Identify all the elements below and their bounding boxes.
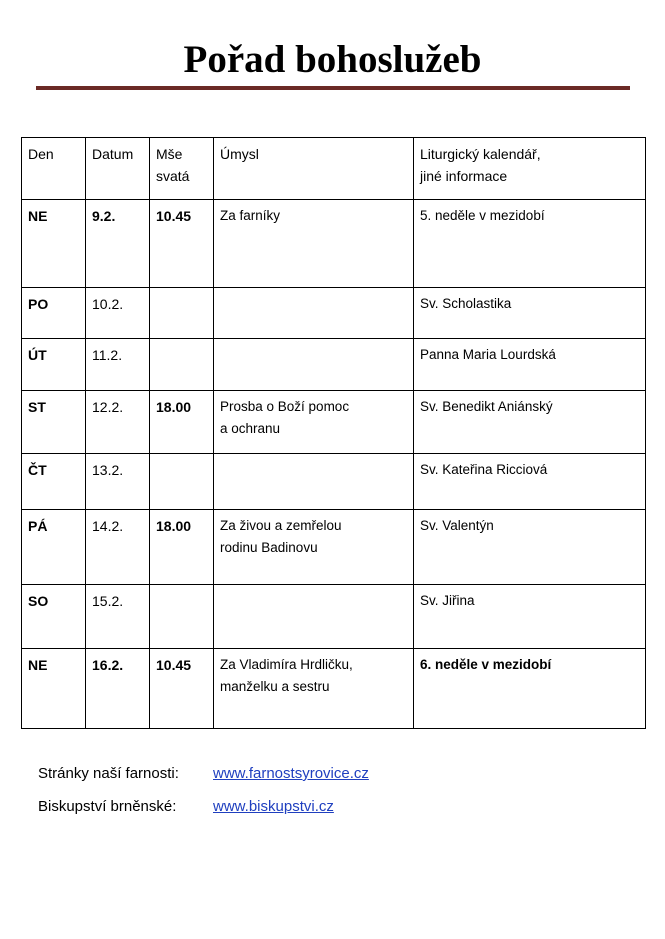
cell-umysl — [214, 585, 414, 649]
cell-kalendar: 6. neděle v mezidobí — [414, 649, 646, 729]
table-row — [22, 288, 646, 339]
cell-den: ST — [22, 391, 86, 454]
umysl-line: manželku a sestru — [220, 679, 330, 694]
cell-umysl — [214, 391, 414, 454]
table-header-row — [22, 138, 646, 200]
table-row — [22, 339, 646, 391]
link-label: Stránky naší farnosti: — [38, 765, 179, 782]
cell-umysl — [214, 288, 414, 339]
umysl-line: rodinu Badinovu — [220, 540, 318, 555]
header-mse-line: Mše — [156, 146, 183, 162]
link-biskupstvi[interactable]: www.biskupstvi.cz — [213, 798, 334, 815]
umysl-line: a ochranu — [220, 421, 281, 436]
cell-den: NE — [22, 200, 86, 288]
cell-kalendar: Sv. Kateřina Ricciová — [414, 454, 646, 510]
cell-kalendar: Sv. Benedikt Aniánský — [414, 391, 646, 454]
cell-datum: 10.2. — [86, 288, 150, 339]
cell-umysl — [214, 510, 414, 585]
cell-umysl — [214, 454, 414, 510]
header-datum: Datum — [86, 138, 150, 200]
table-row — [22, 200, 646, 288]
cell-mse: 10.45 — [150, 649, 214, 729]
link-row-biskupstvi — [38, 795, 369, 828]
cell-kalendar: Sv. Jiřina — [414, 585, 646, 649]
cell-umysl — [214, 200, 414, 288]
table-row — [22, 585, 646, 649]
table-row — [22, 454, 646, 510]
cell-mse: 18.00 — [150, 510, 214, 585]
page-title: Pořad bohoslužeb — [183, 38, 482, 81]
schedule-table — [21, 137, 646, 729]
cell-datum: 14.2. — [86, 510, 150, 585]
header-mse — [150, 138, 214, 200]
cell-mse — [150, 288, 214, 339]
header-kalendar-line: jiné informace — [420, 168, 508, 184]
title-divider — [36, 86, 630, 90]
umysl-line: Za živou a zemřelou — [220, 518, 342, 533]
table-row — [22, 510, 646, 585]
cell-datum: 15.2. — [86, 585, 150, 649]
cell-den: NE — [22, 649, 86, 729]
cell-kalendar: Panna Maria Lourdská — [414, 339, 646, 391]
cell-mse: 18.00 — [150, 391, 214, 454]
cell-datum: 9.2. — [86, 200, 150, 288]
umysl-line: Za farníky — [220, 208, 281, 223]
cell-umysl — [214, 649, 414, 729]
umysl-line: Prosba o Boží pomoc — [220, 399, 350, 414]
link-row-farnost — [38, 762, 369, 795]
header-mse-line: svatá — [156, 168, 190, 184]
header-kalendar — [414, 138, 646, 200]
cell-mse — [150, 339, 214, 391]
cell-kalendar: 5. neděle v mezidobí — [414, 200, 646, 288]
umysl-line: Za Vladimíra Hrdličku, — [220, 657, 353, 672]
cell-mse — [150, 454, 214, 510]
cell-kalendar: Sv. Scholastika — [414, 288, 646, 339]
links-section — [38, 762, 369, 828]
table-row — [22, 391, 646, 454]
table-row — [22, 649, 646, 729]
cell-kalendar: Sv. Valentýn — [414, 510, 646, 585]
link-farnost[interactable]: www.farnostsyrovice.cz — [213, 765, 369, 782]
cell-den: PÁ — [22, 510, 86, 585]
link-label: Biskupství brněnské: — [38, 798, 177, 815]
cell-den: SO — [22, 585, 86, 649]
cell-den: ÚT — [22, 339, 86, 391]
header-den: Den — [22, 138, 86, 200]
cell-mse: 10.45 — [150, 200, 214, 288]
header-kalendar-line: Liturgický kalendář, — [420, 146, 541, 162]
cell-mse — [150, 585, 214, 649]
header-umysl: Úmysl — [214, 138, 414, 200]
cell-datum: 12.2. — [86, 391, 150, 454]
cell-den: PO — [22, 288, 86, 339]
cell-datum: 11.2. — [86, 339, 150, 391]
cell-umysl — [214, 339, 414, 391]
cell-datum: 16.2. — [86, 649, 150, 729]
cell-den: ČT — [22, 454, 86, 510]
cell-datum: 13.2. — [86, 454, 150, 510]
